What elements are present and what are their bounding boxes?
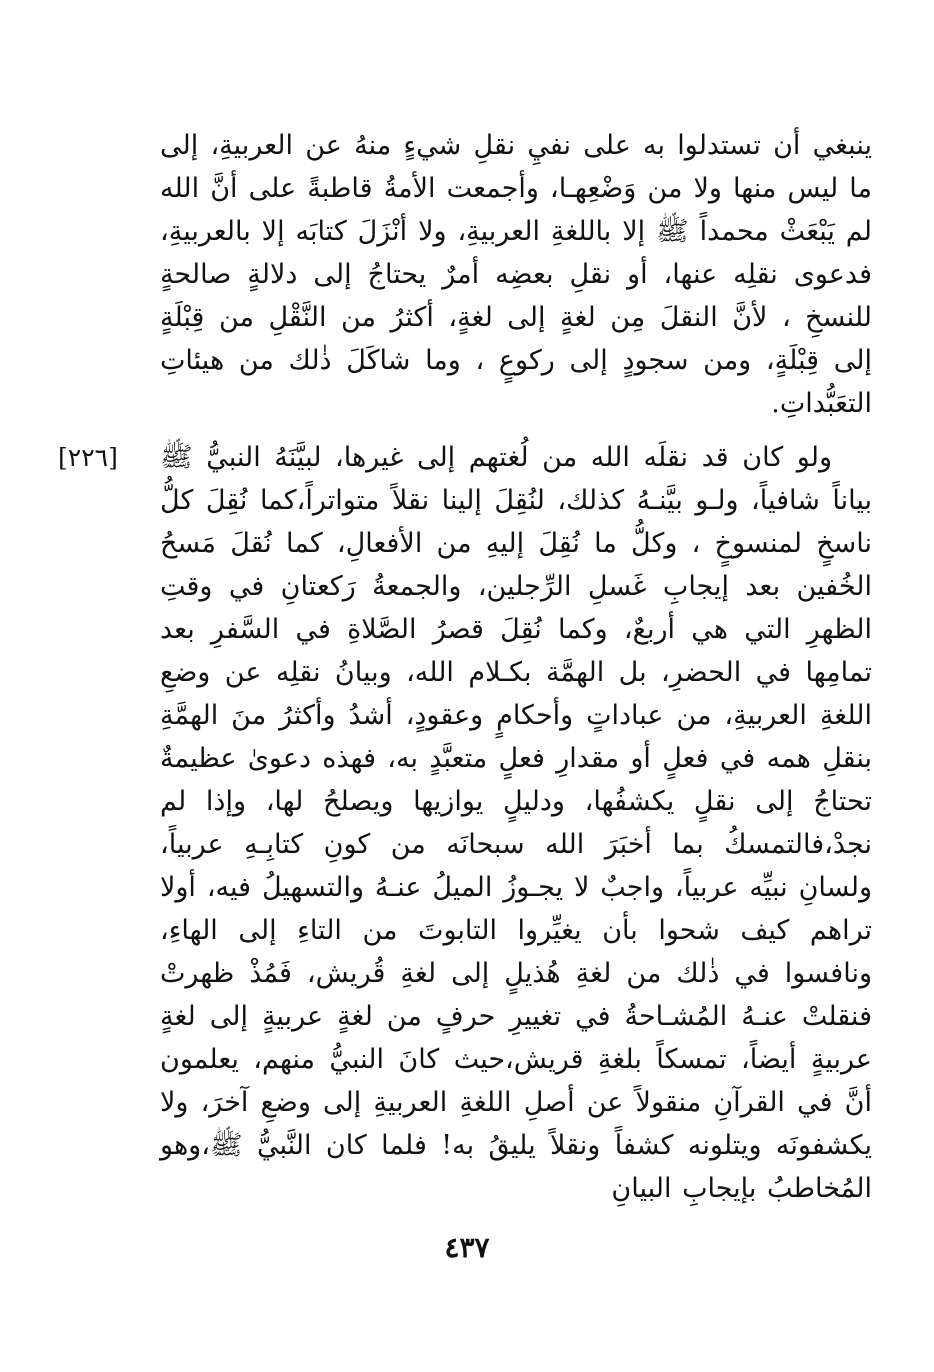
- page-number: ٤٣٧: [444, 1231, 490, 1264]
- paragraph-1: [160, 124, 872, 425]
- paragraph-1-text: ينبغي أن تستدلوا به على نفيِ نقلِ شيءٍ منهُ عن العربيةِ، إلى ما ليس منها ولا من وَضْعِهـا، وأجمعت الأمةُ قاطبةً على أنَّ الله لم يَبْعَثْ محمداً ﷺ إلا باللغةِ العربيةِ، ولا أنْزَلَ كتابَه إلا بالعربيةِ، فدعوى نقلِه عنها، أو نقلِ بعضِه أمرٌ يحتاجُ إلى دلالةٍ صالحةٍ للنسخِ ، لأنَّ النقلَ مِن لغةٍ إلى لغةٍ، أكثرُ من النَّقْلِ من قِبْلَةٍ إلى قِبْلَةٍ، ومن سجودٍ إلى ركوعٍ ، وما شاكَلَ ذٰلك من هيئاتِ التعَبُّداتِ.: [160, 130, 872, 419]
- margin-reference-number: [٢٢٦]: [58, 443, 118, 472]
- paragraph-2: [160, 436, 872, 1210]
- paragraph-2-text: ولو كان قد نقلَه الله من لُغتهم إلى غيرها، لبيَّنَهُ النبيُّ ﷺ بياناً شافياً، ولـو بيَّنـهُ كذلك، لنُقِلَ إلينا نقلاً متواتراً،كما نُقِلَ كلُّ ناسخٍ لمنسوخٍ ، وكلُّ ما نُقِلَ إليهِ من الأفعالِ، كما نُقلَ مَسحُ الخُفين بعد إيجابِ غَسلِ الرِّجلين، والجمعةُ رَكعتانِ في وقتِ الظهرِ التي هي أربعٌ، وكما نُقِلَ قصرُ الصَّلاةِ في السَّفرِ بعد تمامِها في الحضرِ، بل الهمَّة بكـلام الله، وبيانُ نقلِه عن وضعِ اللغةِ العربيةِ، من عباداتٍ وأحكامٍ وعقودٍ، أشدُ وأكثرُ منَ الهمَّةِ بنقلِ همه في فعلٍ أو مقدارِ فعلٍ متعبَّدٍ به، فهذه دعوىٰ عظيمةٌ تحتاجُ إلى نقلٍ يكشفُها، ودليلٍ يوازيها ويصلحُ لها، وإذا لم نجدْ،فالتمسكُ بما أخبَرَ الله سبحانَه من كونِ كتابِـهِ عربياً، ولسانِ نبيِّه عربياً، واجبٌ لا يجـوزُ الميلُ عنـهُ والتسهيلُ فيه، أولا تراهم كيف شحوا بأن يغيِّروا التابوتَ من التاءِ إلى الهاءِ، ونافسوا في ذٰلك من لغةِ هُذيلٍ إلى لغةِ قُريش، فَمُذْ ظهرتْ فنقلتْ عنـهُ المُشـاحةُ في تغييرِ حرفٍ من لغةٍ عربيةٍ إلى لغةٍ عربيةٍ أيضاً، تمسكاً بلغةِ قريش،حيث كانَ النبيُّ منهم، يعلمون أنَّ في القرآنِ منقولاً عن أصلِ اللغةِ العربيةِ إلى وضعِ آخرَ، ولا يكشفونَه ويتلونه كشفاً ونقلاً يليقُ به! فلما كان النَّبيُّ ﷺ،وهو المُخاطبُ بإيجابِ البيانِ: [160, 442, 872, 1204]
